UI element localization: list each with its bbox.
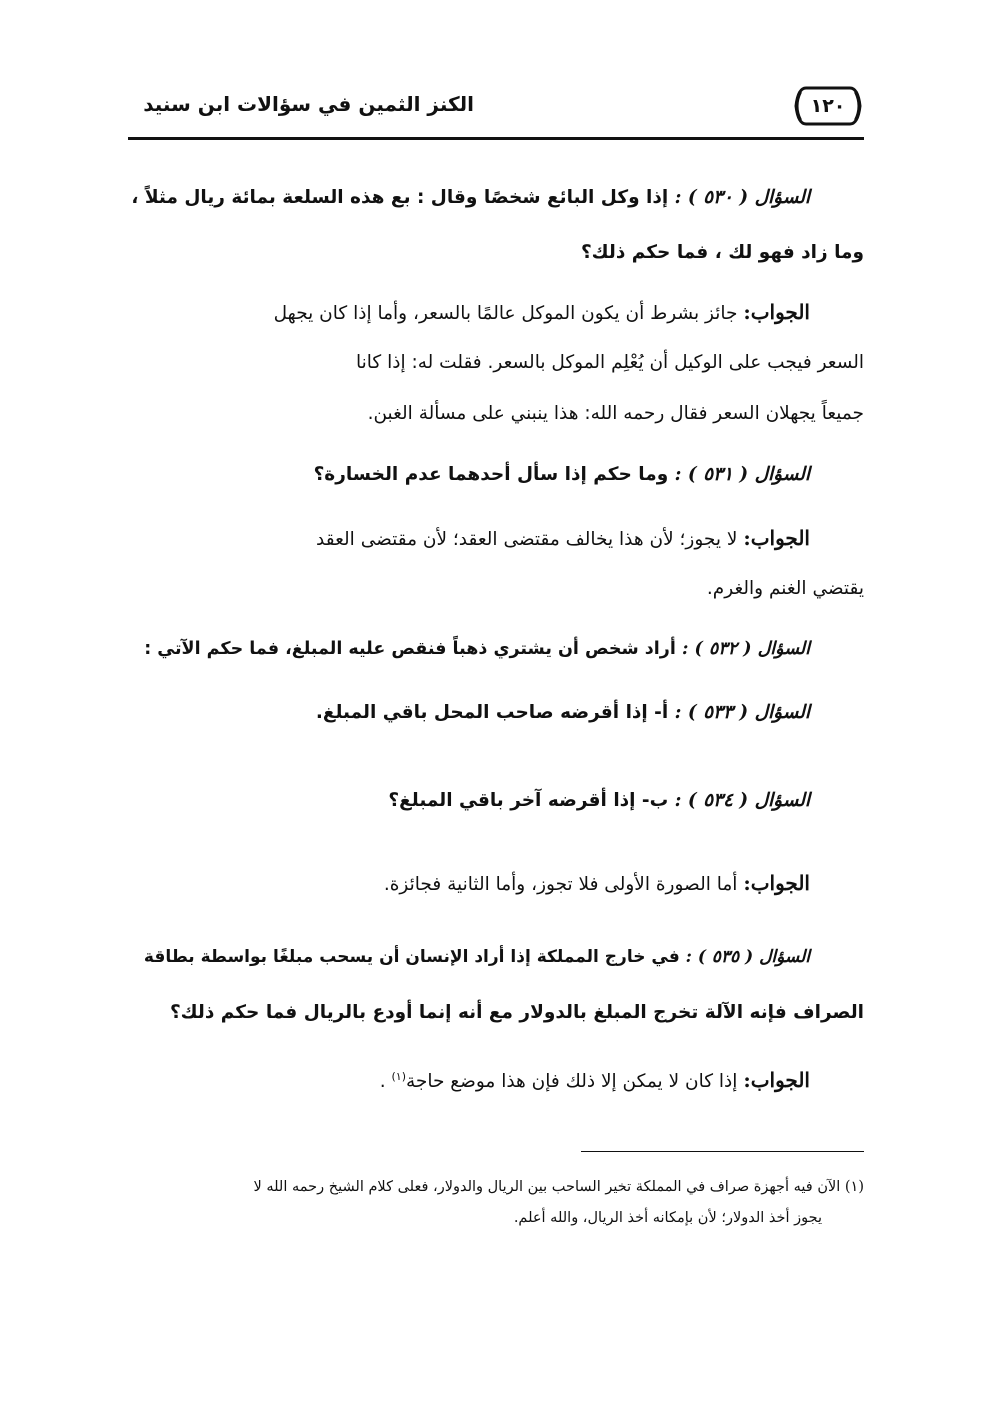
question-label: السؤال ( ٥٣٠ ) : (674, 187, 810, 208)
book-title: الكنز الثمين في سؤالات ابن سنيد (143, 92, 474, 116)
page-number-badge (792, 84, 864, 128)
answer-534 (384, 871, 810, 895)
page-number: ١٢٠ (810, 95, 846, 117)
question-535-line-2: الصراف فإنه الآلة تخرج المبلغ بالدولار مع أنه إنما أودع بالريال فما حكم ذلك؟ (169, 1002, 864, 1023)
question-label: السؤال ( ٥٣٣ ) : (674, 702, 810, 723)
question-531 (314, 464, 810, 485)
question-532 (144, 639, 810, 659)
answer-label: الجواب: (743, 526, 810, 550)
answer-label: الجواب: (743, 300, 810, 324)
question-text: أراد شخص أن يشتري ذهباً فنقص عليه المبلغ، فما حكم الآتي : (144, 639, 676, 659)
footnote-divider (581, 1151, 864, 1152)
answer-text: جائز بشرط أن يكون الموكل عالمًا بالسعر، وأما إذا كان يجهل (273, 303, 738, 324)
question-label: السؤال ( ٥٣٢ ) : (681, 639, 810, 659)
question-label: السؤال ( ٥٣٥ ) : (685, 947, 810, 967)
answer-531-line-2: يقتضي الغنم والغرم. (706, 578, 864, 599)
footnote-line-1: (١) الآن فيه أجهزة صراف في المملكة تخير الساحب بين الريال والدولار، فعلى كلام الشيخ رحمه الله لا (253, 1179, 864, 1195)
footnote-reference: (١) (391, 1069, 406, 1083)
answer-text: أما الصورة الأولى فلا تجوز، وأما الثانية فجائزة. (383, 874, 738, 895)
answer-text: إذا كان لا يمكن إلا ذلك فإن هذا موضع حاجة (405, 1071, 738, 1092)
question-label: السؤال ( ٥٣١ ) : (674, 464, 810, 485)
answer-text: لا يجوز؛ لأن هذا يخالف مقتضى العقد؛ لأن مقتضى العقد (316, 529, 738, 550)
answer-530-line-1 (274, 300, 810, 324)
answer-label: الجواب: (743, 871, 810, 895)
answer-530-line-3: جميعاً يجهلان السعر فقال رحمه الله: هذا ينبني على مسألة الغبن. (367, 403, 864, 424)
question-text: ب- إذا أقرضه آخر باقي المبلغ؟ (388, 790, 669, 811)
question-text: وما حكم إذا سأل أحدهما عدم الخسارة؟ (313, 464, 669, 485)
page-header (128, 84, 864, 136)
question-text: في خارج المملكة إذا أراد الإنسان أن يسحب مبلغًا بواسطة بطاقة (143, 947, 680, 967)
question-text: أ- إذا أقرضه صاحب المحل باقي المبلغ. (315, 702, 669, 723)
question-530-line-2: وما زاد فهو لك ، فما حكم ذلك؟ (580, 242, 864, 263)
header-divider (128, 137, 864, 140)
question-535-line-1 (144, 947, 810, 967)
question-534 (388, 790, 810, 811)
question-530-line-1 (131, 187, 810, 208)
answer-trailing: . (379, 1071, 392, 1092)
answer-530-line-2: السعر فيجب على الوكيل أن يُعْلِم الموكل بالسعر. فقلت له: إذا كانا (355, 352, 864, 373)
answer-531-line-1 (316, 526, 810, 550)
question-533 (316, 702, 810, 723)
answer-label: الجواب: (743, 1068, 810, 1092)
question-text: إذا وكل البائع شخصًا وقال : بع هذه السلعة بمائة ريال مثلاً ، (131, 187, 669, 208)
question-label: السؤال ( ٥٣٤ ) : (674, 790, 810, 811)
footnote (128, 1172, 864, 1234)
footnote-line-2: يجوز أخذ الدولار؛ لأن بإمكانه أخذ الريال، والله أعلم. (513, 1210, 822, 1226)
answer-535 (380, 1068, 810, 1092)
